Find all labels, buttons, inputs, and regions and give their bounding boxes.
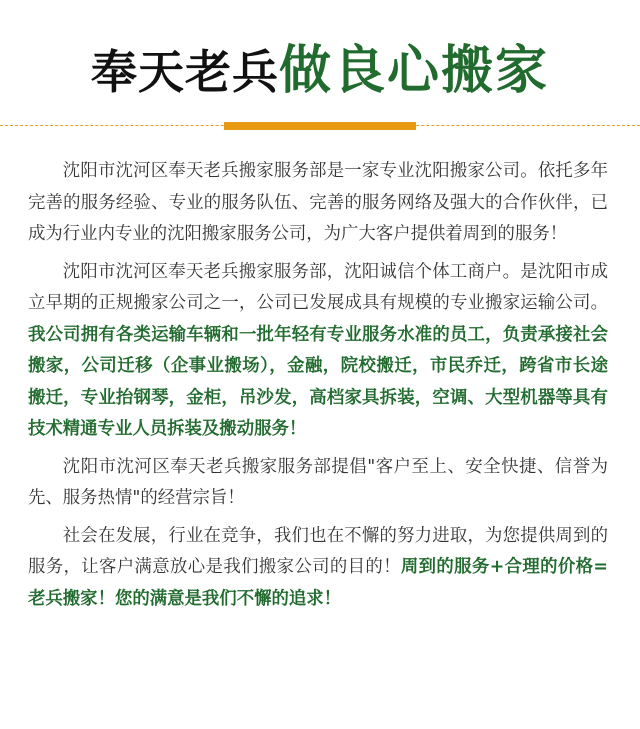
- paragraph-highlight: 我公司拥有各类运输车辆和一批年轻有专业服务水准的员工，负责承接社会搬家，公司迁移（企事业搬场），金融，院校搬迁，市民乔迁，跨省市长途搬迁，专业抬钢琴，金柜，吊沙发，高档家具拆装，空调、大型机器等具有技术精通专业人员拆装及搬动服务！: [28, 324, 608, 439]
- paragraph-text: 沈阳市沈河区奉天老兵搬家服务部是一家专业沈阳搬家公司。依托多年完善的服务经验、专业的服务队伍、完善的服务网络及强大的合作伙伴，已成为行业内专业的沈阳搬家服务公司，为广大客户提供着周到的服务！: [28, 161, 608, 244]
- paragraph-intro: [28, 156, 608, 251]
- header-divider: [0, 120, 640, 132]
- paragraph-text: 社会在发展，行业在竞争，我们也在不懈的努力进取，为您提供周到的服务，让客户满意放心是我们搬家公司的目的！: [28, 525, 608, 577]
- paragraph-highlight: 周到的服务+合理的价格=老兵搬家！您的满意是我们不懈的追求！: [28, 557, 608, 609]
- paragraph-text: 沈阳市沈河区奉天老兵搬家服务部提倡"客户至上、安全快捷、信誉为先、服务热情"的经营宗旨！: [28, 456, 608, 508]
- paragraph-company: [28, 257, 608, 446]
- paragraph-closing: [28, 521, 608, 616]
- accent-bar: [224, 122, 416, 130]
- paragraph-text: 沈阳市沈河区奉天老兵搬家服务部，沈阳诚信个体工商户。是沈阳市成立早期的正规搬家公司之一，公司已发展成具有规模的专业搬家运输公司。: [28, 261, 608, 313]
- article-body: [0, 132, 640, 615]
- paragraph-motto: [28, 452, 608, 515]
- page-header: [0, 0, 640, 118]
- title-brand: 奉天老兵: [90, 45, 279, 99]
- title-slogan: 做良心搬家: [278, 41, 549, 101]
